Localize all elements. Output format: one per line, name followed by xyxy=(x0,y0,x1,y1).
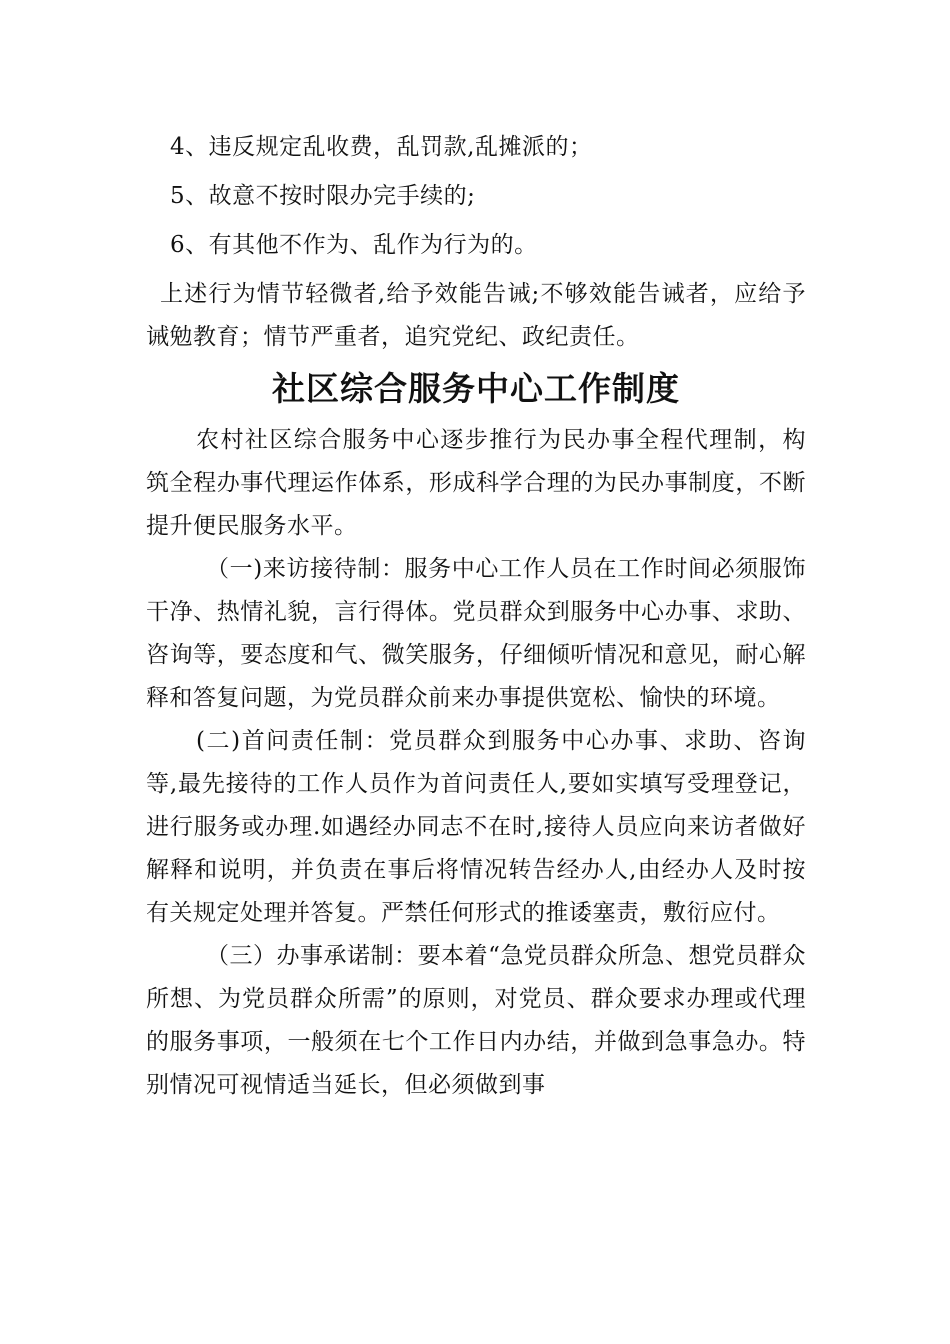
section-reception: （一)来访接待制：服务中心工作人员在工作时间必须服饰干净、热情礼貌，言行得体。党员群众到服务中心办事、求助、咨询等，要态度和气、微笑服务，仔细倾听情况和意见，耐心解释和答复问题，为党员群众前来办事提供宽松、愉快的环境。 xyxy=(146,556,806,711)
list-item-4: 4、违反规定乱收费，乱罚款,乱摊派的； xyxy=(170,134,593,160)
section-service-commitment: （三）办事承诺制：要本着“急党员群众所急、想党员群众所想、为党员群众所需”的原则，对党员、群众要求办理或代理的服务事项，一般须在七个工作日内办结，并做到急事急办。特别情况可视情适当延长，但必须做到事 xyxy=(146,943,806,1098)
document-title: 社区综合服务中心工作制度 xyxy=(272,369,680,408)
summary-paragraph: 上述行为情节轻微者,给予效能告诫;不够效能告诫者，应给予诫勉教育；情节严重者，追究党纪、政纪责任。 xyxy=(146,281,806,350)
section-first-inquiry: (二)首问责任制：党员群众到服务中心办事、求助、咨询等,最先接待的工作人员作为首问责任人,要如实填写受理登记，进行服务或办理.如遇经办同志不在时,接待人员应向来访者做好解释和说明，并负责在事后将情况转告经办人,由经办人及时按有关规定处理并答复。严禁任何形式的推诿塞责，敷衍应付。 xyxy=(146,728,806,926)
intro-paragraph: 农村社区综合服务中心逐步推行为民办事全程代理制，构筑全程办事代理运作体系，形成科学合理的为民办事制度，不断提升便民服务水平。 xyxy=(146,427,806,539)
list-item-6: 6、有其他不作为、乱作为行为的。 xyxy=(170,232,538,258)
list-item-5: 5、故意不按时限办完手续的; xyxy=(170,183,476,209)
document-page xyxy=(146,126,806,1107)
